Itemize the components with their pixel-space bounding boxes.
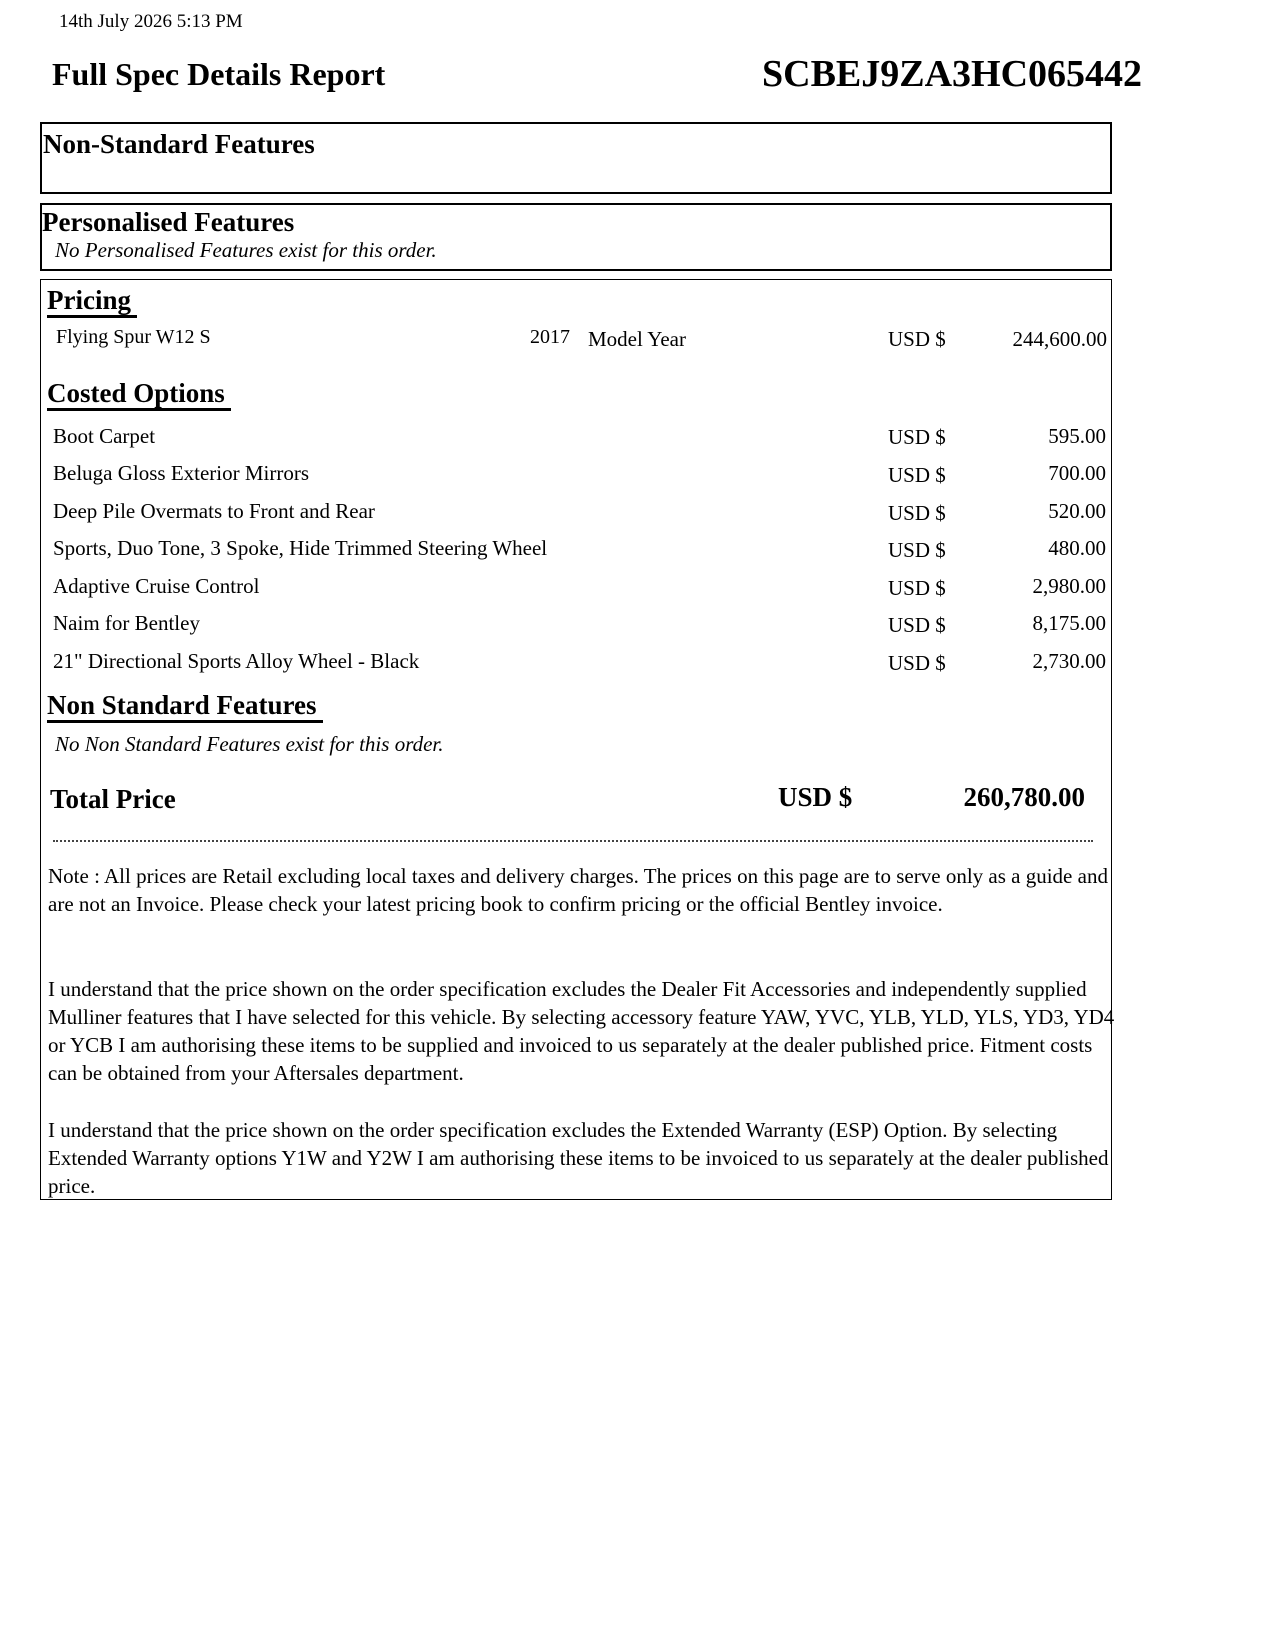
option-currency: USD $ [888, 463, 946, 487]
option-amount: 8,175.00 [1032, 611, 1106, 635]
pricing-heading: Pricing [47, 285, 137, 318]
pricing-note: Note : All prices are Retail excluding local taxes and delivery charges. The prices on this page are to serve only as a guide and are not an Invoice. Please check your latest pricing book to confirm pricing or the official Bentley invoice. [48, 864, 1108, 916]
option-name: Boot Carpet [53, 424, 156, 448]
non-standard-features-box [40, 122, 1112, 194]
non-standard-features-note: No Non Standard Features exist for this order. [55, 732, 444, 756]
non-standard-features-heading: Non-Standard Features [43, 129, 315, 159]
vin-number: SCBEJ9ZA3HC065442 [762, 53, 1143, 95]
pricing-amount: 244,600.00 [1012, 327, 1107, 351]
option-amount: 480.00 [1048, 536, 1106, 560]
accessories-disclaimer: I understand that the price shown on the order specification excludes the Dealer Fit Accessories and independently supplied Mulliner features that I have selected for this vehicle. By selecting accessory feature YAW, YVC, YLB, YLD, YLS, YD3, YD4 or YCB I am authorising these items to be supplied and invoiced to us separately at the dealer published price. Fitment costs can be obtained from your Aftersales department. [48, 977, 1115, 1085]
pricing-model-year-label: Model Year [588, 327, 686, 351]
option-name: Sports, Duo Tone, 3 Spoke, Hide Trimmed Steering Wheel [53, 536, 548, 560]
option-currency: USD $ [888, 613, 946, 637]
report-timestamp: 14th July 2026 5:13 PM [59, 11, 243, 32]
warranty-disclaimer: I understand that the price shown on the order specification excludes the Extended Warranty (ESP) Option. By selecting Extended Warranty options Y1W and Y2W I am authorising these items to be invoiced to us separately at the dealer published price. [48, 1118, 1109, 1198]
personalised-features-note: No Personalised Features exist for this order. [55, 238, 437, 262]
pricing-model-year: 2017 [530, 326, 570, 348]
option-name: Beluga Gloss Exterior Mirrors [53, 461, 310, 485]
option-amount: 700.00 [1048, 461, 1106, 485]
option-amount: 2,980.00 [1032, 574, 1106, 598]
pricing-model: Flying Spur W12 S [56, 326, 211, 348]
option-amount: 520.00 [1048, 499, 1106, 523]
option-name: 21" Directional Sports Alloy Wheel - Black [53, 649, 420, 673]
option-currency: USD $ [888, 651, 946, 675]
option-currency: USD $ [888, 425, 946, 449]
total-price-amount: 260,780.00 [963, 782, 1085, 812]
option-name: Naim for Bentley [53, 611, 200, 635]
divider [53, 840, 1093, 842]
option-currency: USD $ [888, 538, 946, 562]
costed-options-heading: Costed Options [47, 378, 231, 411]
non-standard-features-section-heading: Non Standard Features [47, 690, 323, 723]
option-currency: USD $ [888, 576, 946, 600]
total-price-currency: USD $ [778, 782, 853, 812]
total-price-label: Total Price [50, 784, 176, 814]
option-currency: USD $ [888, 501, 946, 525]
option-amount: 2,730.00 [1032, 649, 1106, 673]
option-amount: 595.00 [1048, 424, 1106, 448]
report-title: Full Spec Details Report [52, 56, 386, 92]
option-name: Adaptive Cruise Control [53, 574, 260, 598]
option-name: Deep Pile Overmats to Front and Rear [53, 499, 375, 523]
pricing-currency: USD $ [888, 327, 946, 351]
personalised-features-heading: Personalised Features [42, 207, 295, 237]
personalised-features-box [40, 203, 1112, 271]
